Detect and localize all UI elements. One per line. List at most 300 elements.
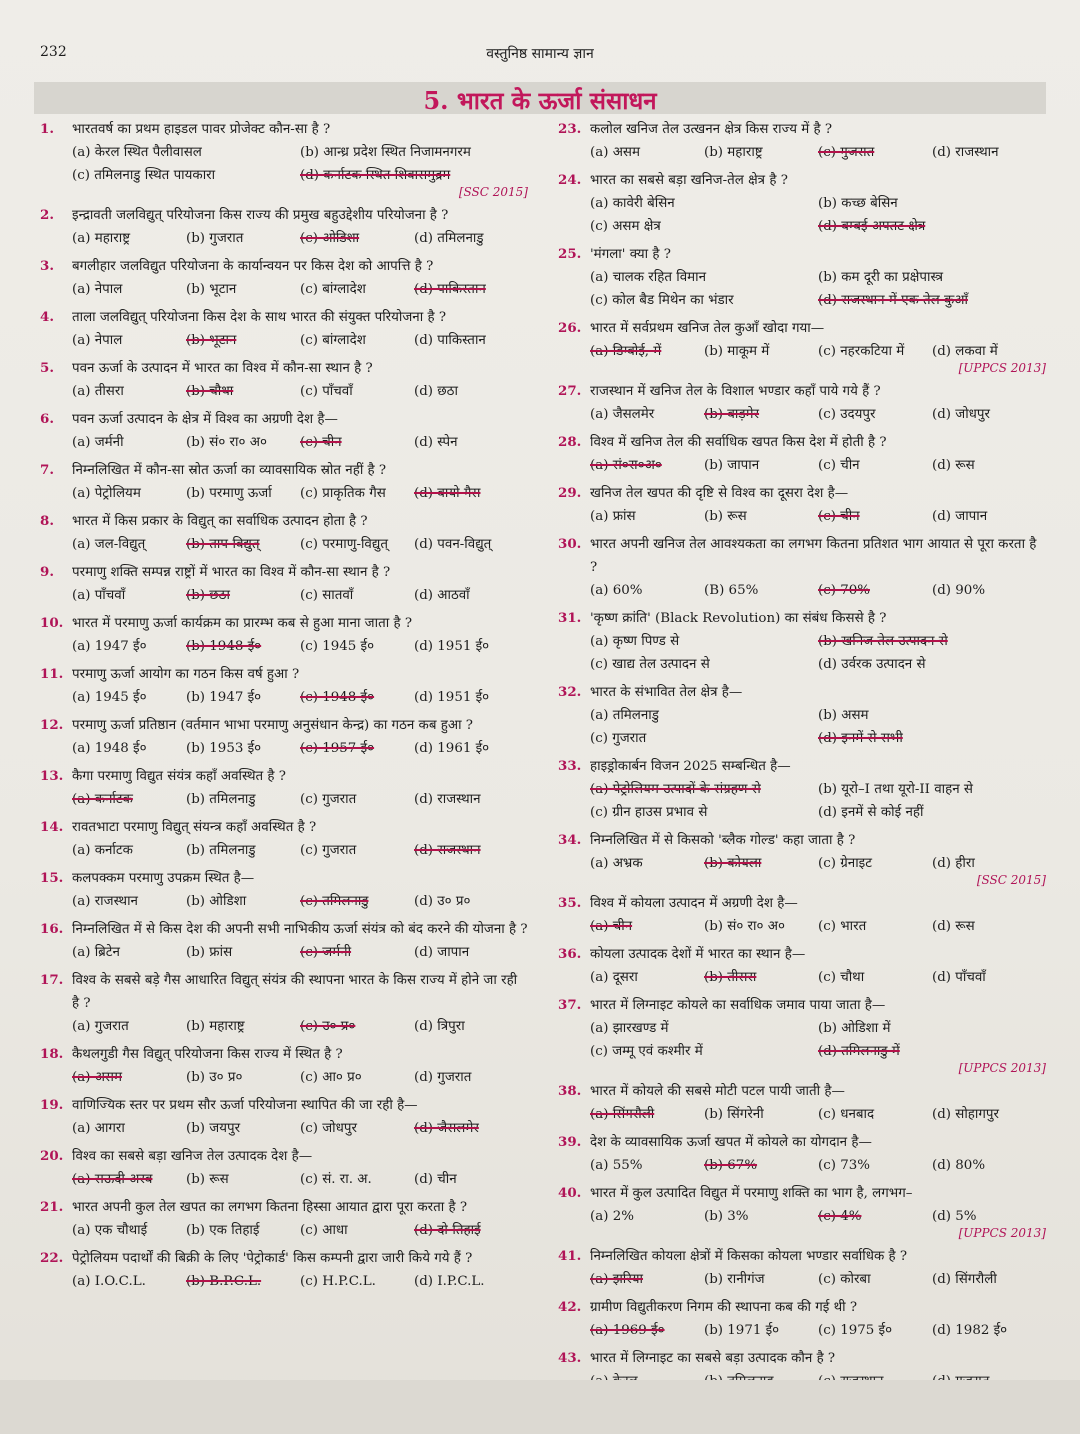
question-line <box>558 755 1046 778</box>
question-number: 7. <box>40 462 54 478</box>
question-text: परमाणु ऊर्जा आयोग का गठन किस वर्ष हुआ ? <box>72 667 300 682</box>
answer-option: (d) तमिलनाडु में <box>818 1044 900 1059</box>
question-text: खनिज तेल खपत की दृष्टि से विश्व का दूसरा देश है— <box>590 486 849 501</box>
question-number: 4. <box>40 309 54 325</box>
answer-option: (b) 1947 ई० <box>186 690 262 705</box>
question-line <box>40 765 528 788</box>
question-number: 1. <box>40 121 54 137</box>
question-number: 9. <box>40 564 54 580</box>
question-text: ताला जलविद्युत् परियोजना किस देश के साथ भारत की संयुक्त परियोजना है ? <box>72 310 447 325</box>
question-text: इन्द्रावती जलविद्युत् परियोजना किस राज्य की प्रमुख बहुउद्देशीय परियोजना है ? <box>72 208 449 223</box>
answer-option: (b) भूटान <box>186 282 237 297</box>
question-text: भारत के संभावित तेल क्षेत्र है— <box>590 685 743 700</box>
question-line <box>558 1296 1046 1319</box>
answer-option: (c) सातवाँ <box>300 588 354 603</box>
answer-option: (d) बम्बई अपतट क्षेत्र <box>818 219 926 234</box>
question-number: 6. <box>40 411 54 427</box>
answer-option: (d) इनमें से सभी <box>818 731 903 746</box>
answer-option: (b) रूस <box>704 509 747 524</box>
answer-option: (c) कोल बैड मिथेन का भंडार <box>590 293 734 308</box>
option-list <box>558 1205 1046 1228</box>
answer-option: (c) चीन <box>300 435 342 450</box>
answer-option: (c) ग्रीन हाउस प्रभाव से <box>590 805 708 820</box>
option-list <box>40 788 528 811</box>
chapter-title: 5. भारत के ऊर्जा संसाधन <box>423 86 657 115</box>
answer-option: (d) 90% <box>932 583 986 598</box>
answer-option: (b) माकूम में <box>704 344 770 359</box>
question-number: 18. <box>40 1046 64 1062</box>
question-number: 12. <box>40 717 64 733</box>
question-line <box>40 1196 528 1219</box>
option-list <box>558 1154 1046 1177</box>
answer-option: (b) 1948 ई० <box>186 639 262 654</box>
answer-option: (c) चौथा <box>818 970 865 985</box>
answer-option: (b) तमिलनाडु <box>186 792 256 807</box>
answer-option: (a) ब्रिटेन <box>72 945 120 960</box>
question-text: 'कृष्ण क्रांति' (Black Revolution) का संबंध किससे है ? <box>590 611 887 626</box>
question-item <box>40 1094 528 1140</box>
answer-option: (c) उ० प्र० <box>300 1019 356 1034</box>
answer-option: (a) नेपाल <box>72 282 123 297</box>
option-list <box>40 227 528 250</box>
answer-option: (a) पाँचवाँ <box>72 588 126 603</box>
option-list <box>558 704 1046 750</box>
question-item <box>40 561 528 607</box>
question-number: 3. <box>40 258 54 274</box>
question-number: 27. <box>558 383 582 399</box>
answer-option: (c) असम क्षेत्र <box>590 219 661 234</box>
answer-option: (b) 1953 ई० <box>186 741 262 756</box>
answer-option: (b) ताप-विद्युत् <box>186 537 260 552</box>
answer-option: (a) जैसलमेर <box>590 407 655 422</box>
option-list <box>558 192 1046 238</box>
question-item <box>40 663 528 709</box>
question-line <box>558 482 1046 505</box>
answer-option: (d) दो-तिहाई <box>414 1223 481 1238</box>
question-text: ग्रामीण विद्युतीकरण निगम की स्थापना कब की गई थी ? <box>590 1300 858 1315</box>
answer-option: (d) हीरा <box>932 856 975 871</box>
question-text: विश्व में कोयला उत्पादन में अग्रणी देश है— <box>590 896 798 911</box>
answer-option: (d) स्पेन <box>414 435 458 450</box>
question-text: पेट्रोलियम पदार्थों की बिक्री के लिए 'पेट्रोकार्ड' किस कम्पनी द्वारा जारी किये गये हैं ? <box>72 1251 473 1266</box>
question-number: 20. <box>40 1148 64 1164</box>
answer-option: (a) झरिया <box>590 1272 643 1287</box>
question-text: कैथलगुडी गैस विद्युत् परियोजना किस राज्य में स्थित है ? <box>72 1047 343 1062</box>
answer-option: (b) असम <box>818 708 869 723</box>
answer-option: (c) जोधपुर <box>300 1121 357 1136</box>
answer-option: (c) बांग्लादेश <box>300 333 366 348</box>
answer-option: (b) खनिज तेल उत्पादन से <box>818 634 948 649</box>
option-list <box>40 1117 528 1140</box>
option-list <box>558 778 1046 824</box>
answer-option: (a) एक चौथाई <box>72 1223 148 1238</box>
answer-option: (b) कम दूरी का प्रक्षेपास्त्र <box>818 270 944 285</box>
question-text: वाणिज्यिक स्तर पर प्रथम सौर ऊर्जा परियोजना स्थापित की जा रही है— <box>72 1098 418 1113</box>
question-item <box>558 118 1046 164</box>
question-item <box>558 607 1046 676</box>
question-text: भारत का सबसे बड़ा खनिज-तेल क्षेत्र है ? <box>590 173 788 188</box>
answer-option: (d) लकवा में <box>932 344 998 359</box>
answer-option: (c) ओडिशा <box>300 231 360 246</box>
answer-option: (b) यूरो–I तथा यूरो-II वाहन से <box>818 782 973 797</box>
answer-option: (c) 1945 ई० <box>300 639 375 654</box>
question-number: 35. <box>558 895 582 911</box>
option-list <box>40 686 528 709</box>
answer-option: (a) सऊदी अरब <box>72 1172 153 1187</box>
question-line <box>558 1245 1046 1268</box>
answer-option: (a) डिग्बोई, में <box>590 344 662 359</box>
page-bottom-edge <box>0 1380 1080 1434</box>
question-item <box>558 243 1046 312</box>
answer-option: (d) रूस <box>932 919 975 934</box>
answer-option: (c) भारत <box>818 919 867 934</box>
question-number: 38. <box>558 1083 582 1099</box>
question-text: देश के व्यावसायिक ऊर्जा खपत में कोयले का योगदान है— <box>590 1135 872 1150</box>
question-text: भारत में किस प्रकार के विद्युत् का सर्वाधिक उत्पादन होता है ? <box>72 514 368 529</box>
answer-option: (c) गुजरात <box>300 792 357 807</box>
option-list <box>558 1319 1046 1342</box>
option-list <box>558 852 1046 875</box>
answer-option: (d) पवन-विद्युत् <box>414 537 492 552</box>
question-text: पवन ऊर्जा के उत्पादन में भारत का विश्व में कौन-सा स्थान है ? <box>72 361 373 376</box>
question-item <box>40 918 528 964</box>
question-text: कैगा परमाणु विद्युत संयंत्र कहाँ अवस्थित है ? <box>72 769 286 784</box>
option-list <box>558 966 1046 989</box>
question-number: 42. <box>558 1299 582 1315</box>
answer-option: (c) पाँचवाँ <box>300 384 353 399</box>
option-list <box>40 584 528 607</box>
answer-option: (b) छठा <box>186 588 230 603</box>
question-item <box>40 204 528 250</box>
answer-option: (a) गुजरात <box>72 1019 129 1034</box>
question-item <box>558 1245 1046 1291</box>
question-number: 23. <box>558 121 582 137</box>
answer-option: (d) सिंगरौली <box>932 1272 997 1287</box>
question-number: 21. <box>40 1199 64 1215</box>
question-line <box>558 1131 1046 1154</box>
answer-option: (a) नेपाल <box>72 333 123 348</box>
question-line <box>558 533 1046 579</box>
answer-option: (a) 1945 ई० <box>72 690 147 705</box>
answer-option: (d) पाकिस्तान <box>414 333 486 348</box>
answer-option: (d) सोहागपुर <box>932 1107 999 1122</box>
answer-option: (a) आगरा <box>72 1121 125 1136</box>
question-number: 32. <box>558 684 582 700</box>
source-tag: [UPPCS 2013] <box>958 1226 1046 1240</box>
answer-option: (c) 1948 ई० <box>300 690 375 705</box>
answer-option: (d) राजस्थान <box>414 792 481 807</box>
option-list <box>40 278 528 301</box>
question-line <box>40 510 528 533</box>
question-text: 'मंगला' क्या है ? <box>590 247 671 262</box>
option-list <box>40 1219 528 1242</box>
question-number: 14. <box>40 819 64 835</box>
question-line <box>40 969 528 1015</box>
answer-option: (c) 1957 ई० <box>300 741 375 756</box>
option-list <box>40 635 528 658</box>
answer-option: (a) कर्नाटक <box>72 843 133 858</box>
question-line <box>40 612 528 635</box>
answer-option: (d) कर्नाटक स्थित शिवासमुद्रम <box>300 168 451 183</box>
answer-option: (c) बांग्लादेश <box>300 282 366 297</box>
answer-option: (a) I.O.C.L. <box>72 1274 146 1289</box>
answer-option: (d) उर्वरक उत्पादन से <box>818 657 926 672</box>
answer-option: (d) पाकिस्तान <box>414 282 486 297</box>
answer-option: (a) सिंगरौली <box>590 1107 655 1122</box>
answer-option: (c) चीन <box>818 458 860 473</box>
question-item <box>40 306 528 352</box>
answer-option: (c) 4% <box>818 1209 862 1224</box>
answer-option: (b) जापान <box>704 458 760 473</box>
answer-option: (d) आठवाँ <box>414 588 470 603</box>
answer-option: (d) राजस्थान <box>414 843 481 858</box>
answer-option: (d) 1982 ई० <box>932 1323 1008 1338</box>
question-number: 40. <box>558 1185 582 1201</box>
answer-option: (a) तमिलनाडु <box>590 708 659 723</box>
option-list <box>558 340 1046 363</box>
option-list <box>558 266 1046 312</box>
right-question-column <box>558 118 1046 1410</box>
answer-option: (d) पाँचवाँ <box>932 970 986 985</box>
question-number: 17. <box>40 972 64 988</box>
option-list <box>40 1066 528 1089</box>
option-list <box>40 482 528 505</box>
option-list <box>558 1268 1046 1291</box>
option-list <box>40 737 528 760</box>
answer-option: (c) धनबाद <box>818 1107 875 1122</box>
answer-option: (d) 80% <box>932 1158 986 1173</box>
question-line <box>40 1043 528 1066</box>
question-line <box>40 867 528 890</box>
question-number: 19. <box>40 1097 64 1113</box>
answer-option: (c) आ० प्र० <box>300 1070 362 1085</box>
answer-option: (a) महाराष्ट्र <box>72 231 131 246</box>
question-item <box>558 169 1046 238</box>
option-list <box>40 380 528 403</box>
answer-option: (b) तमिलनाडु <box>186 843 256 858</box>
answer-option: (a) अभ्रक <box>590 856 643 871</box>
question-item <box>558 533 1046 602</box>
answer-option: (a) पेट्रोलियम <box>72 486 141 501</box>
question-item <box>40 1145 528 1191</box>
question-text: कलोल खनिज तेल उत्खनन क्षेत्र किस राज्य में है ? <box>590 122 833 137</box>
answer-option: (a) 1948 ई० <box>72 741 147 756</box>
option-list <box>558 630 1046 676</box>
question-line <box>558 994 1046 1017</box>
question-item <box>40 1043 528 1089</box>
option-list <box>40 329 528 352</box>
question-text: भारत अपनी कुल तेल खपत का लगभग कितना हिस्सा आयात द्वारा पूरा करता है ? <box>72 1200 467 1215</box>
left-question-column <box>40 118 528 1298</box>
question-text: भारतवर्ष का प्रथम हाइडल पावर प्रोजेक्ट कौन-सा है ? <box>72 122 331 137</box>
option-list <box>40 533 528 556</box>
answer-option: (c) गुजरात <box>300 843 357 858</box>
answer-option: (a) झारखण्ड में <box>590 1021 669 1036</box>
question-number: 39. <box>558 1134 582 1150</box>
answer-option: (d) जैसलमेर <box>414 1121 479 1136</box>
question-item <box>558 317 1046 375</box>
answer-option: (c) कोरबा <box>818 1272 871 1287</box>
answer-option: (b) गुजरात <box>186 231 244 246</box>
question-number: 43. <box>558 1350 582 1366</box>
question-line <box>558 118 1046 141</box>
answer-option: (b) फ्रांस <box>186 945 233 960</box>
question-number: 2. <box>40 207 54 223</box>
answer-option: (a) जर्मनी <box>72 435 124 450</box>
source-tag: [UPPCS 2013] <box>958 361 1046 375</box>
answer-option: (c) गुजरात <box>590 731 647 746</box>
question-item <box>558 1182 1046 1240</box>
answer-option: (b) बाड़मेर <box>704 407 760 422</box>
question-item <box>40 969 528 1038</box>
answer-option: (b) सं० रा० अ० <box>186 435 267 450</box>
question-item <box>40 765 528 811</box>
answer-option: (d) छठा <box>414 384 458 399</box>
option-list <box>40 141 528 187</box>
question-text: विश्व के सबसे बड़े गैस आधारित विद्युत् संयंत्र की स्थापना भारत के किस राज्य में होने जा रही है ? <box>72 973 518 1011</box>
question-line <box>558 1182 1046 1205</box>
answer-option: (b) B.P.C.L. <box>186 1274 262 1289</box>
question-text: निम्नलिखित में से किस देश की अपनी सभी नाभिकीय ऊर्जा संयंत्र को बंद करने की योजना है ? <box>72 922 528 937</box>
answer-option: (a) 1969 ई० <box>590 1323 665 1338</box>
answer-option: (b) कच्छ बेसिन <box>818 196 898 211</box>
answer-option: (a) दूसरा <box>590 970 638 985</box>
answer-option: (a) केरल स्थित पैलीवासल <box>72 145 202 160</box>
question-line <box>40 918 528 941</box>
question-text: भारत में सर्वप्रथम खनिज तेल कुआँ खोदा गया— <box>590 321 825 336</box>
question-number: 36. <box>558 946 582 962</box>
answer-option: (c) उदयपुर <box>818 407 876 422</box>
answer-option: (d) बायो गैस <box>414 486 481 501</box>
question-number: 34. <box>558 832 582 848</box>
question-text: कोयला उत्पादक देशों में भारत का स्थान है— <box>590 947 806 962</box>
question-item <box>40 867 528 913</box>
answer-option: (a) जल-विद्युत् <box>72 537 146 552</box>
answer-option: (a) तीसरा <box>72 384 124 399</box>
question-number: 13. <box>40 768 64 784</box>
question-line <box>558 1347 1046 1370</box>
answer-option: (b) महाराष्ट्र <box>186 1019 245 1034</box>
answer-option: (c) तमिलनाडु स्थित पायकारा <box>72 168 216 183</box>
question-line <box>40 561 528 584</box>
question-item <box>40 816 528 862</box>
question-line <box>558 607 1046 630</box>
question-line <box>40 357 528 380</box>
answer-option: (b) आन्ध्र प्रदेश स्थित निजामनगरम <box>300 145 471 160</box>
answer-option: (d) त्रिपुरा <box>414 1019 465 1034</box>
answer-option: (c) 70% <box>818 583 870 598</box>
question-number: 37. <box>558 997 582 1013</box>
question-item <box>558 892 1046 938</box>
question-item <box>40 118 528 199</box>
answer-option: (a) चालक रहित विमान <box>590 270 707 285</box>
answer-option: (c) खाद्य तेल उत्पादन से <box>590 657 710 672</box>
answer-option: (d) 1961 ई० <box>414 741 490 756</box>
option-list <box>40 890 528 913</box>
question-line <box>558 829 1046 852</box>
answer-option: (d) 1951 ई० <box>414 639 490 654</box>
question-item <box>40 1196 528 1242</box>
question-item <box>558 755 1046 824</box>
answer-option: (c) नहरकटिया में <box>818 344 905 359</box>
question-item <box>558 1296 1046 1342</box>
question-item <box>40 1247 528 1293</box>
question-line <box>558 243 1046 266</box>
question-line <box>558 431 1046 454</box>
question-item <box>40 408 528 454</box>
question-text: भारत में लिग्नाइट का सबसे बड़ा उत्पादक कौन है ? <box>590 1351 836 1366</box>
answer-option: (a) 2% <box>590 1209 634 1224</box>
question-item <box>558 1080 1046 1126</box>
answer-option: (b) सिंगरेनी <box>704 1107 764 1122</box>
answer-option: (a) फ्रांस <box>590 509 636 524</box>
question-line <box>40 663 528 686</box>
answer-option: (a) कावेरी बेसिन <box>590 196 675 211</box>
question-number: 24. <box>558 172 582 188</box>
question-text: भारत अपनी खनिज तेल आवश्यकता का लगभग कितना प्रतिशत भाग आयात से पूरा करता है ? <box>590 537 1037 575</box>
question-text: पवन ऊर्जा उत्पादन के क्षेत्र में विश्व का अग्रणी देश है— <box>72 412 338 427</box>
answer-option: (b) चौथा <box>186 384 234 399</box>
question-text: निम्नलिखित कोयला क्षेत्रों में किसका कोयला भण्डार सर्वाधिक है ? <box>590 1249 908 1264</box>
question-item <box>558 431 1046 477</box>
option-list <box>40 1015 528 1038</box>
option-list <box>558 1017 1046 1063</box>
answer-option: (b) कोयला <box>704 856 762 871</box>
answer-option: (B) 65% <box>704 583 759 598</box>
source-tag: [SSC 2015] <box>458 185 528 199</box>
answer-option: (d) 5% <box>932 1209 977 1224</box>
question-number: 5. <box>40 360 54 376</box>
option-list <box>558 579 1046 602</box>
answer-option: (b) 67% <box>704 1158 758 1173</box>
answer-option: (c) प्राकृतिक गैस <box>300 486 386 501</box>
answer-option: (d) इनमें से कोई नहीं <box>818 805 924 820</box>
option-list <box>558 505 1046 528</box>
option-list <box>40 941 528 964</box>
question-item <box>558 380 1046 426</box>
question-line <box>40 118 528 141</box>
answer-option: (b) ओडिशा में <box>818 1021 891 1036</box>
answer-option: (b) रानीगंज <box>704 1272 765 1287</box>
question-text: भारत में कुल उत्पादित विद्युत में परमाणु शक्ति का भाग है, लगभग– <box>590 1186 913 1201</box>
question-text: रावतभाटा परमाणु विद्युत् संयन्त्र कहाँ अवस्थित है ? <box>72 820 317 835</box>
question-text: हाइड्रोकार्बन विजन 2025 सम्बन्धित है— <box>590 759 791 774</box>
answer-option: (c) चीन <box>818 509 860 524</box>
answer-option: (b) उ० प्र० <box>186 1070 243 1085</box>
answer-option: (a) कर्नाटक <box>72 792 133 807</box>
answer-option: (a) चीन <box>590 919 633 934</box>
answer-option: (d) राजस्थान में एक तेल कुआँ <box>818 293 968 308</box>
answer-option: (a) कृष्ण पिण्ड से <box>590 634 680 649</box>
question-number: 41. <box>558 1248 582 1264</box>
page-header <box>0 40 1080 70</box>
question-number: 16. <box>40 921 64 937</box>
answer-option: (c) ग्रेनाइट <box>818 856 872 871</box>
question-text: विश्व में खनिज तेल की सर्वाधिक खपत किस देश में होती है ? <box>590 435 887 450</box>
question-text: भारत में कोयले की सबसे मोटी पटल पायी जाती है— <box>590 1084 845 1099</box>
source-tag: [SSC 2015] <box>976 873 1046 887</box>
answer-option: (d) जापान <box>932 509 988 524</box>
answer-option: (a) 60% <box>590 583 643 598</box>
answer-option: (d) जोधपुर <box>932 407 990 422</box>
question-item <box>40 714 528 760</box>
question-line <box>558 1080 1046 1103</box>
option-list <box>558 1103 1046 1126</box>
answer-option: (c) सं. रा. अ. <box>300 1172 372 1187</box>
answer-option: (b) परमाणु ऊर्जा <box>186 486 272 501</box>
question-item <box>558 943 1046 989</box>
question-line <box>40 255 528 278</box>
